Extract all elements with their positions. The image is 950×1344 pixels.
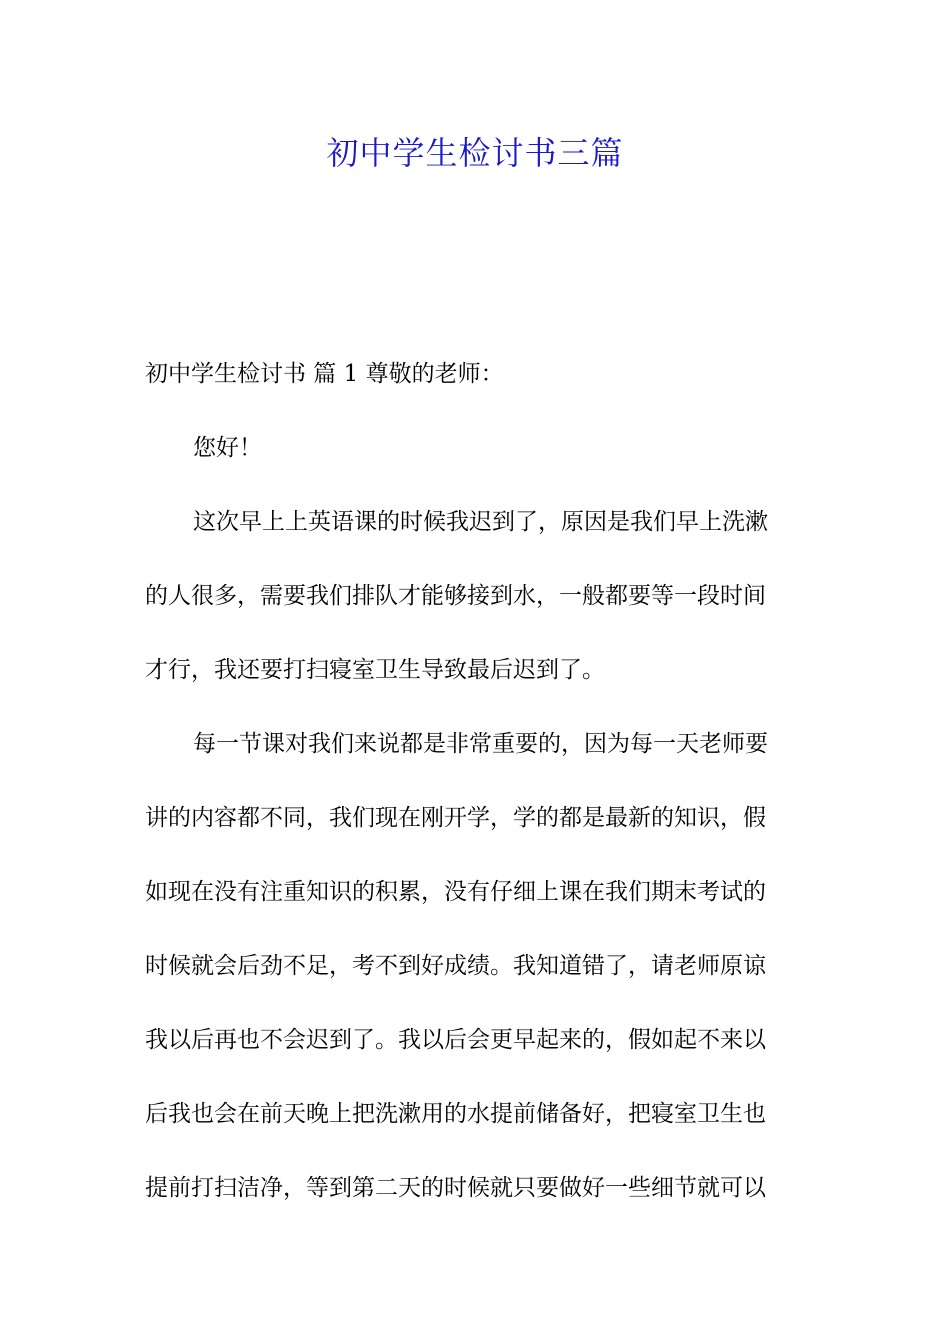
- text-line-10: 我以后再也不会迟到了。我以后会更早起来的，假如起不来以: [145, 1027, 766, 1053]
- text-line-1: 初中学生检讨书 篇 1 尊敬的老师：: [145, 361, 504, 387]
- text-line-5: 才行，我还要打扫寝室卫生导致最后迟到了。: [145, 657, 605, 683]
- text-line-12: 提前打扫洁净，等到第二天的时候就只要做好一些细节就可以: [145, 1175, 766, 1201]
- text-line-6: 每一节课对我们来说都是非常重要的，因为每一天老师要: [193, 731, 768, 757]
- document-body: [145, 337, 807, 1225]
- text-line-9: 时候就会后劲不足，考不到好成绩。我知道错了，请老师原谅: [145, 953, 766, 979]
- text-line-11: 后我也会在前天晚上把洗漱用的水提前储备好，把寝室卫生也: [145, 1101, 766, 1127]
- text-line-8: 如现在没有注重知识的积累，没有仔细上课在我们期末考试的: [145, 879, 766, 905]
- text-line-3: 这次早上上英语课的时候我迟到了，原因是我们早上洗漱: [193, 509, 768, 535]
- text-line-2: 您好！: [193, 435, 262, 461]
- document-title: 初中学生检讨书三篇: [326, 134, 624, 172]
- text-line-4: 的人很多，需要我们排队才能够接到水，一般都要等一段时间: [145, 583, 766, 609]
- text-line-7: 讲的内容都不同，我们现在刚开学，学的都是最新的知识，假: [145, 805, 766, 831]
